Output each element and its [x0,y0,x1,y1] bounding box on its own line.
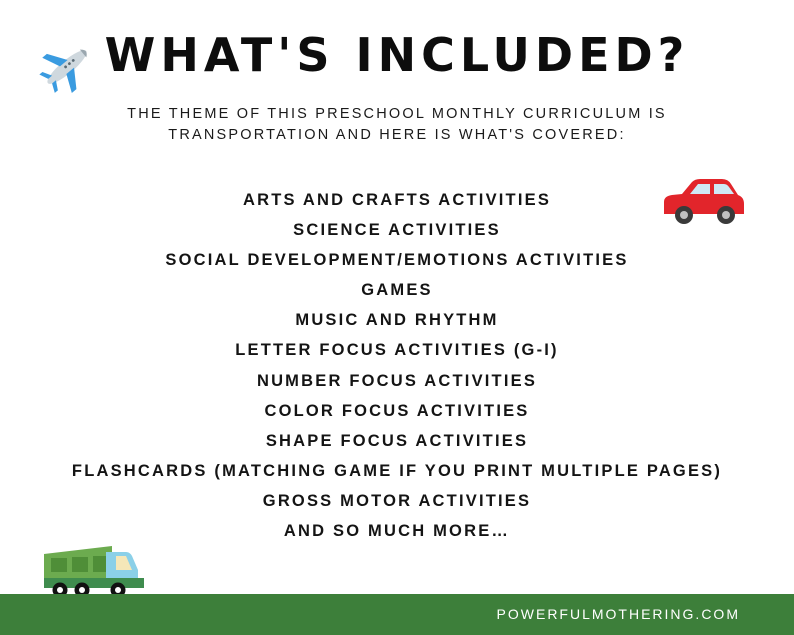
intro-text [0,104,794,146]
truck-icon [42,542,146,600]
list-item: SCIENCE ACTIVITIES [293,221,501,240]
footer-bar [0,594,794,635]
list-item: GAMES [361,281,433,300]
list-item: NUMBER FOCUS ACTIVITIES [256,371,538,390]
list-item: MUSIC AND RHYTHM [295,311,499,330]
list-item: COLOR FOCUS ACTIVITIES [264,401,530,420]
page-title: WHAT'S INCLUDED? [104,28,690,82]
list-item: SHAPE FOCUS ACTIVITIES [265,431,529,450]
list-item: GROSS MOTOR ACTIVITIES [262,491,532,510]
intro-line-1: THE THEME OF THIS PRESCHOOL MONTHLY CURRICULUM IS [127,106,667,122]
list-item: AND SO MUCH MORE… [283,522,511,541]
included-items-list [0,186,794,547]
footer-site-name: POWERFULMOTHERING.COM [496,606,740,622]
list-item: ARTS AND CRAFTS ACTIVITIES [242,191,552,209]
list-item: FLASHCARDS (MATCHING GAME IF YOU PRINT MULTIPLE PAGES) [71,461,723,480]
list-item: LETTER FOCUS ACTIVITIES (G-I) [235,341,559,360]
intro-line-2: TRANSPORTATION AND HERE IS WHAT'S COVERED: [168,127,626,143]
list-item: SOCIAL DEVELOPMENT/EMOTIONS ACTIVITIES [165,251,629,270]
